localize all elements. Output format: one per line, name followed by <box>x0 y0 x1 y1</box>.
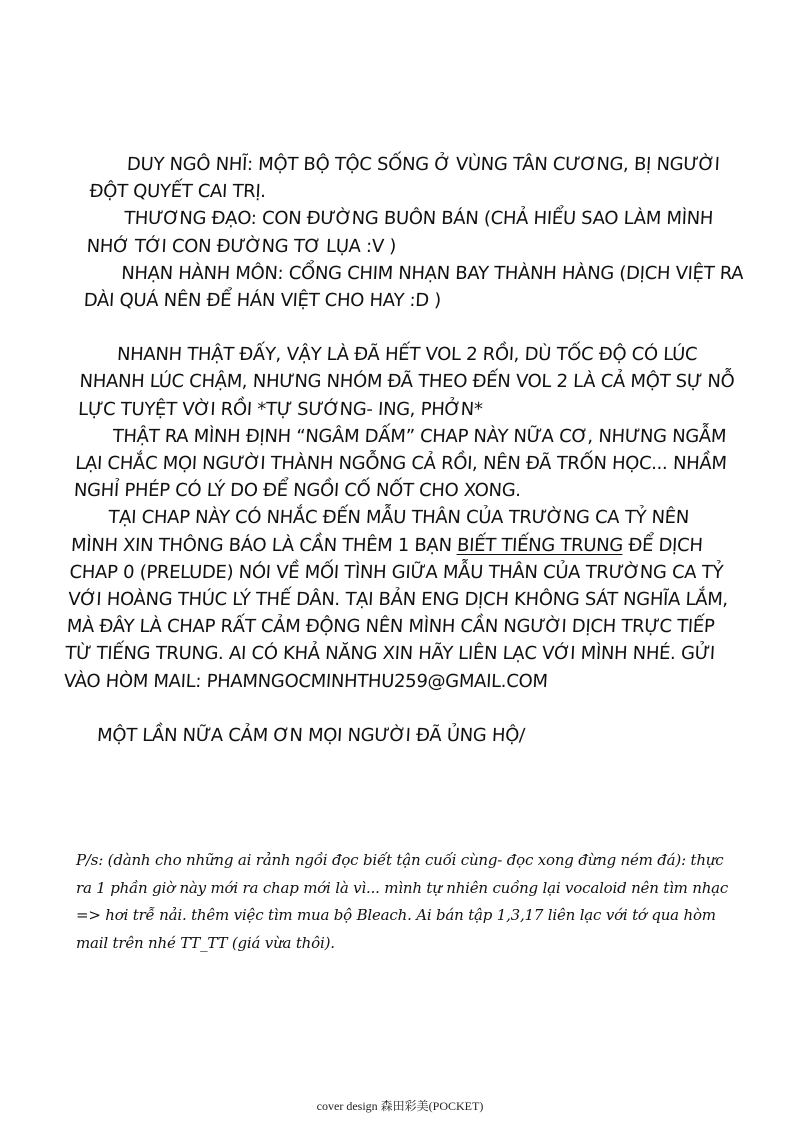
postscript <box>76 847 736 957</box>
note-thanks: MỘT LẦN NỮA CẢM ƠN MỌI NGƯỜI ĐÃ ỦNG HỘ/ <box>96 724 526 746</box>
paragraph-gap <box>82 314 743 341</box>
recruitment-text-end: ĐỂ DỊCH CHAP 0 (PRELUDE) NÓI VỀ MỐI TÌNH GIỮA MẪU THÂN CỦA TRƯỜNG CA TỶ VỚI HOÀNG THÚC LÝ THẾ DÂN. TẠI BẢN ENG DỊCH KHÔNG SÁT NGHĨA LẮM, MÀ ĐÂY LÀ CHAP RẤT CẢM ĐỘNG NÊN MÌNH CẦN NGƯỜI DỊCH TRỰC TIẾP TỪ TIẾNG TRUNG. AI CÓ KHẢ NĂNG XIN HÃY LIÊN LẠC VỚI MÌNH NHÉ. GỬI VÀO HÒM MAIL: PHAMNGOCMINHTHU259@GMAIL.COM <box>63 534 729 692</box>
paragraph-gap <box>62 695 723 722</box>
translator-notes <box>60 151 751 749</box>
glossary-entry-duy-ngo-nhi: DUY NGÔ NHĨ: MỘT BỘ TỘC SỐNG Ở VÙNG TÂN CƯƠNG, BỊ NGƯỜI ĐỘT QUYẾT CAI TRỊ. <box>88 154 721 203</box>
note-recruitment <box>63 504 733 694</box>
cover-credit: cover design 森田彩美(POCKET) <box>316 1099 484 1113</box>
recruitment-requirement: BIẾT TIẾNG TRUNG <box>456 534 624 556</box>
glossary-entry-nhan-hanh-mon: NHẠN HÀNH MÔN: CỔNG CHIM NHẠN BAY THÀNH HÀNG (DỊCH VIỆT RA DÀI QUÁ NÊN ĐỂ HÁN VIỆT CHO HAY :D ) <box>83 262 744 312</box>
recruitment-text-start: TẠI CHAP NÀY CÓ NHẮC ĐẾN MẪU THÂN CỦA TRƯỜNG CA TỶ NÊN MÌNH XIN THÔNG BÁO LÀ CẦN THÊM 1 BẠN <box>70 507 690 556</box>
postscript-text: P/s: (dành cho những ai rảnh ngồi đọc biết tận cuối cùng- đọc xong đừng ném đá): thực ra 1 phần giờ này mới ra chap mới là vì... mình tự nhiên cuồng lại vocaloid nên tìm nhạc => hơi trễ nải. thêm việc tìm mua bộ Bleach. Ai bán tập 1,3,17 liên lạc với tớ qua hòm mail trên nhé TT_TT (giá vừa thôi). <box>76 851 729 952</box>
note-volume-finished: NHANH THẬT ĐẤY, VẬY LÀ ĐÃ HẾT VOL 2 RỒI, DÙ TỐC ĐỘ CÓ LÚC NHANH LÚC CHẬM, NHƯNG NHÓM ĐÃ THEO ĐẾN VOL 2 LÀ CẢ MỘT SỰ NỖ LỰC TUYỆT VỜI RỒI *TỰ SƯỚNG- ING, PHỞN* <box>77 344 735 420</box>
glossary-entry-thuong-dao: THƯƠNG ĐẠO: CON ĐƯỜNG BUÔN BÁN (CHẢ HIỂU SAO LÀM MÌNH NHỚ TỚI CON ĐƯỜNG TƠ LỤA :V ) <box>86 208 714 257</box>
note-chapter-delay: THẬT RA MÌNH ĐỊNH “NGÂM DẤM” CHAP NÀY NỮA CƠ, NHƯNG NGẪM LẠI CHẮC MỌI NGƯỜI THÀNH NGỖNG CẢ RỒI, NÊN ĐÃ TRỐN HỌC... NHẦM NGHỈ PHÉP CÓ LÝ DO ĐỂ NGỒI CỐ NỐT CHO XONG. <box>73 425 728 502</box>
